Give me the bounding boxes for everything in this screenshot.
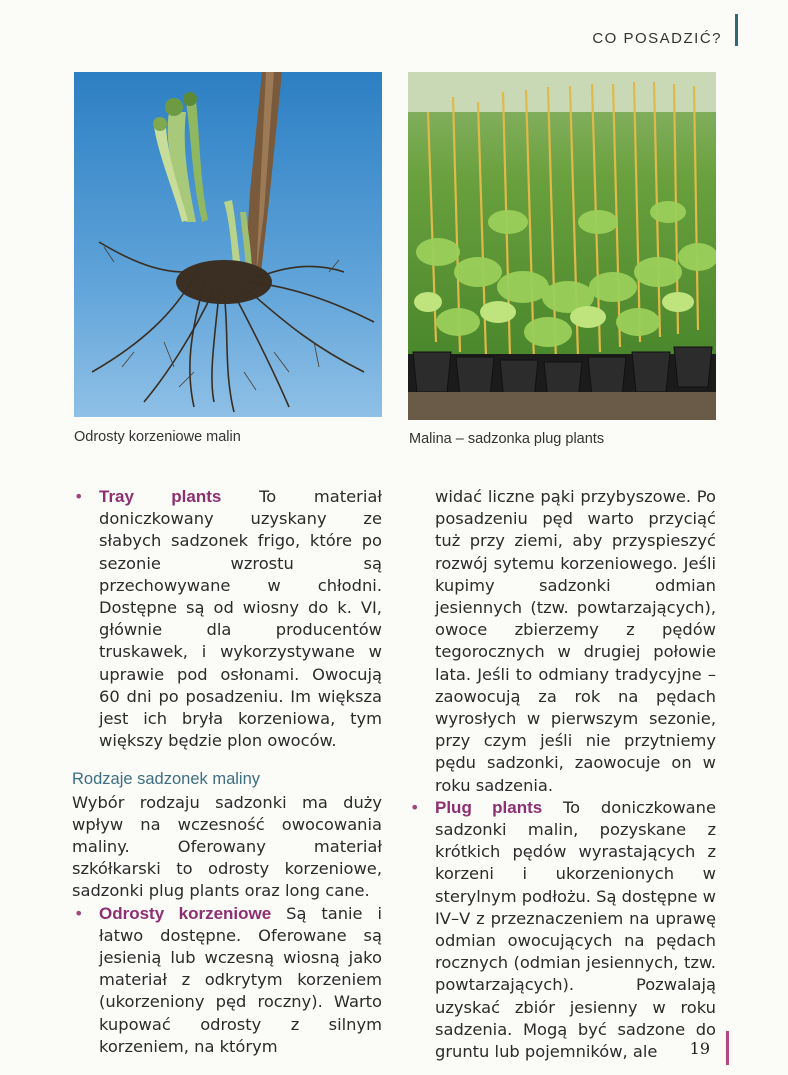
odrosty-text: Są tanie i łatwo dostępne. Oferowane są jesienią lub wczesną wiosną jako materiał z odkrytym korzeniem (ukorzeniony pęd roczny). Warto kupować odrosty z silnym korzeniem, na którym [99,903,382,1056]
right-column [408,486,716,1063]
figure-caption-1: Odrosty korzeniowe malin [74,429,241,445]
section-title: CO POSADZIĆ? [592,30,722,47]
raspberry-root-sucker-photo [74,72,382,417]
tray-plants-item [72,486,382,752]
section-subheading: Rodzaje sadzonek maliny [72,770,261,789]
page-accent-bar [726,1031,729,1065]
bullet-icon: • [74,487,84,506]
plug-plants-nursery-photo [408,72,716,420]
tray-plants-term: Tray plants [99,487,222,506]
bullet-icon: • [74,903,84,923]
plug-plants-term: Plug plants [435,797,543,817]
page-number: 19 [689,1039,710,1058]
header-accent-bar [735,14,738,46]
plug-plants-text: To doniczkowane sadzonki malin, pozyskane z krótkich pędów wyrastających z korzeni i ukorzenionych w sterylnym podłożu. Są dostępne w IV–V z przeznaczeniem na uprawę odmian owocujących na pędach rocznych (odmian jesiennych, tzw. powtarzających). Pozwalają uzyskać zbiór jesienny w roku sadzenia. Mogą być sadzone do gruntu lub pojemników, ale [435,797,716,1062]
odrosty-item [72,903,382,1058]
tray-plants-text: To materiał doniczkowany uzyskany ze słabych sadzonek frigo, które po sezonie wzrostu są przechowywane w chłodni. Dostępne są od wiosny do k. VI, głównie dla producentów truskawek, i wykorzystywane w uprawie pod osłonami. Owocują 60 dni po posadzeniu. Im większa jest ich bryła korzeniowa, tym większy będzie plon owoców. [99,487,382,751]
bullet-icon: • [410,797,420,817]
odrosty-term: Odrosty korzeniowe [99,903,272,923]
left-column [72,486,382,1058]
continuation-paragraph: widać liczne pąki przybyszowe. Po posadzeniu pęd warto przyciąć tuż przy ziemi, aby przyspieszyć rozwój sytemu korzeniowego. Jeśli kupimy sadzonki odmian jesiennych (tzw. powtarzających), owoce zbierzemy z pędów tegorocznych w drugiej połowie lata. Jeśli to odmiany tradycyjne – zaowocują za rok na pędach wyrosłych w pierwszym sezonie, przy czym jeśli nie przytniemy pędu sadzonki, zaowocuje on w roku sadzenia. [435,487,716,795]
intro-paragraph: Wybór rodzaju sadzonki ma duży wpływ na wczesność owocowania maliny. Oferowany materiał szkółkarski to odrosty korzeniowe, sadzonki plug plants oraz long cane. [72,792,382,901]
plug-plants-item [408,797,716,1063]
figure-caption-2: Malina – sadzonka plug plants [409,431,605,447]
